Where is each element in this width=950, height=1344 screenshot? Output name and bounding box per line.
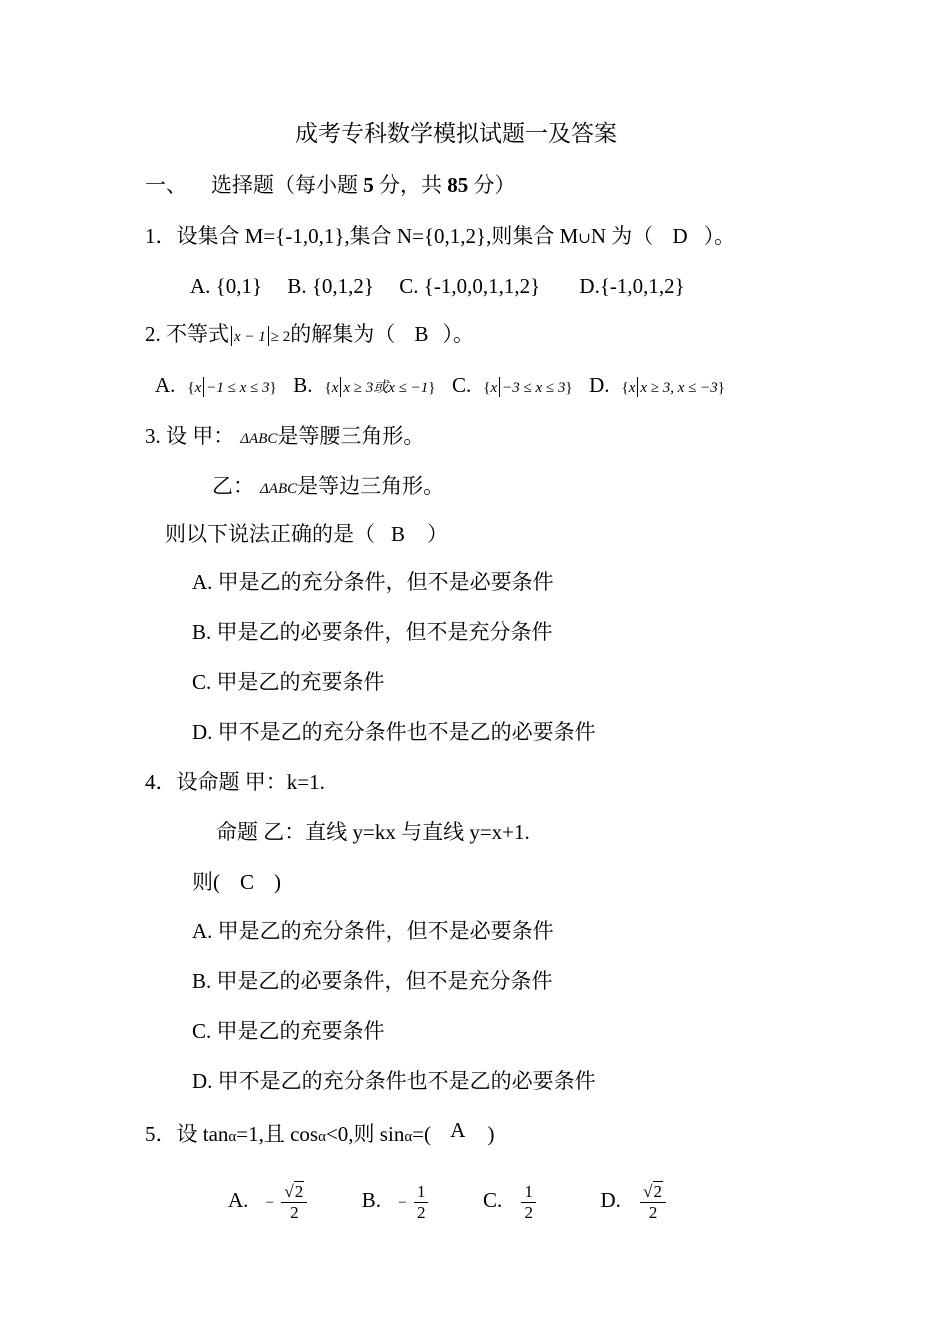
union-symbol: ∪ bbox=[578, 231, 591, 247]
q3-option-b: B. 甲是乙的必要条件，但不是充分条件 bbox=[192, 620, 553, 644]
q4-line1: 4．设命题 甲：k=1. bbox=[145, 770, 325, 794]
q4-option-d: D. 甲不是乙的充分条件也不是乙的必要条件 bbox=[192, 1069, 596, 1093]
section-label: 选择题（每小题 bbox=[211, 173, 358, 197]
q2-num: 2. 不等式 bbox=[145, 322, 229, 346]
q5-option-d-den: 2 bbox=[648, 1202, 658, 1222]
q5-option-b-num: 1 bbox=[414, 1182, 429, 1203]
q1-option-b: B. {0,1,2} bbox=[287, 274, 374, 298]
q3-line1 bbox=[145, 422, 424, 450]
section-header bbox=[145, 171, 516, 199]
q1-option-c: C. {-1,0,0,1,1,2} bbox=[399, 274, 541, 298]
radicand-a: 2 bbox=[294, 1181, 304, 1201]
q5-option-c-fraction bbox=[521, 1182, 536, 1223]
q3-option-a: A. 甲是乙的充分条件，但不是必要条件 bbox=[192, 570, 554, 594]
section-prefix: 一、 bbox=[145, 173, 187, 197]
q3-ask bbox=[165, 520, 448, 548]
title-text: 成考专科数学模拟试题一及答案 bbox=[295, 121, 617, 146]
q5-option-a-fraction bbox=[281, 1182, 307, 1223]
q4-answer: C bbox=[240, 870, 255, 894]
q4-close: ) bbox=[274, 870, 282, 894]
q2-option-a-lbrace: { bbox=[187, 380, 195, 396]
abs-bar-right bbox=[268, 326, 269, 346]
q1-option-a: A. {0,1} bbox=[190, 274, 263, 298]
q3-answer: B bbox=[391, 522, 406, 546]
q2-option-c-var: x bbox=[490, 380, 498, 396]
alpha-1: α bbox=[228, 1129, 237, 1145]
q1-close: ）。 bbox=[703, 224, 736, 248]
sqrt-sign-d: √ bbox=[643, 1181, 653, 1201]
q5-option-d-letter: D. bbox=[600, 1188, 621, 1212]
q5-option-d-numerator bbox=[640, 1182, 666, 1203]
q1-stem-b: N 为（ bbox=[590, 224, 654, 248]
sqrt-a bbox=[284, 1182, 304, 1202]
q2-option-b-var: x bbox=[331, 380, 339, 396]
q5-option-a-numerator bbox=[281, 1182, 307, 1203]
q5-option-a-letter: A. bbox=[228, 1188, 249, 1212]
q2-option-c-letter: C. bbox=[452, 373, 472, 397]
q2-option-b-cond: x ≥ 3或x ≤ −1 bbox=[343, 380, 429, 396]
q3-line1-b: 是等腰三角形。 bbox=[277, 424, 425, 448]
q3-line2-a: 乙： bbox=[212, 474, 254, 498]
q5-stem-d: =( bbox=[412, 1122, 432, 1146]
q2-option-a-letter: A. bbox=[155, 373, 176, 397]
q4-option-c: C. 甲是乙的充要条件 bbox=[192, 1019, 385, 1043]
q2-expr-left: x − 1 bbox=[234, 329, 266, 345]
q2-option-d-lbrace: { bbox=[621, 380, 629, 396]
q1-stem-a: 1．设集合 M={-1,0,1},集合 N={0,1,2},则集合 M bbox=[145, 224, 579, 248]
radicand-d: 2 bbox=[653, 1181, 662, 1201]
q3-option-d: D. 甲不是乙的充分条件也不是乙的必要条件 bbox=[192, 720, 596, 744]
page-title bbox=[295, 120, 617, 148]
q1-stem bbox=[145, 222, 735, 253]
set-bar-a bbox=[203, 377, 204, 397]
q2-option-a-rbrace: } bbox=[269, 380, 277, 396]
q5-close: ) bbox=[487, 1122, 495, 1146]
q3-line1-a: 3. 设 甲： bbox=[145, 424, 235, 448]
abs-bar-left bbox=[231, 326, 232, 346]
q2-expr-right: ≥ 2 bbox=[270, 329, 291, 345]
q3-tri2: ΔABC bbox=[260, 481, 298, 497]
q1-options bbox=[190, 272, 685, 300]
q5-answer: A bbox=[450, 1118, 466, 1142]
q5-option-c-den: 2 bbox=[524, 1202, 533, 1222]
q3-close: ） bbox=[427, 522, 449, 546]
q4-option-a: A. 甲是乙的充分条件，但不是必要条件 bbox=[192, 919, 554, 943]
q4-ask-text: 则( bbox=[192, 870, 220, 894]
q5-option-a-sign: − bbox=[265, 1195, 275, 1211]
q2-option-a-var: x bbox=[194, 380, 202, 396]
q2-option-d-var: x bbox=[628, 380, 636, 396]
set-bar-b bbox=[340, 377, 341, 397]
sqrt-sign-a: √ bbox=[284, 1181, 294, 1201]
section-mid: 分，共 bbox=[379, 173, 442, 197]
q5-option-d-fraction bbox=[640, 1182, 666, 1223]
q5-stem-c: <0,则 sin bbox=[325, 1122, 405, 1146]
q3-option-c: C. 甲是乙的充要条件 bbox=[192, 670, 385, 694]
q5-option-c-num: 1 bbox=[521, 1182, 536, 1203]
q3-line2 bbox=[212, 472, 444, 500]
q5-option-b-sign: − bbox=[398, 1195, 407, 1211]
q3-line2-b: 是等边三角形。 bbox=[297, 474, 445, 498]
section-points-each: 5 bbox=[363, 173, 374, 197]
q3-ask-text: 则以下说法正确的是（ bbox=[165, 522, 375, 546]
q4-option-b: B. 甲是乙的必要条件，但不是充分条件 bbox=[192, 969, 553, 993]
q4-line2: 命题 乙：直线 y=kx 与直线 y=x+1. bbox=[216, 820, 530, 844]
q5-option-b-den: 2 bbox=[416, 1202, 426, 1222]
q2-option-c-lbrace: { bbox=[483, 380, 491, 396]
q2-option-d-letter: D. bbox=[589, 373, 610, 397]
q2-option-d-cond: x ≥ 3, x ≤ −3 bbox=[640, 380, 718, 396]
q5-options bbox=[228, 1178, 668, 1223]
q5-stem-b: =1,且 cos bbox=[236, 1122, 319, 1146]
q4-ask bbox=[192, 868, 281, 896]
q5-stem bbox=[145, 1120, 494, 1148]
q1-option-d: D.{-1,0,1,2} bbox=[579, 274, 685, 298]
q2-option-b-letter: B. bbox=[293, 373, 313, 397]
section-suffix: 分） bbox=[473, 173, 516, 197]
q2-option-d-rbrace: } bbox=[717, 380, 725, 396]
set-bar-c bbox=[499, 377, 500, 397]
q3-tri1: ΔABC bbox=[240, 431, 278, 447]
q1-answer: D bbox=[672, 224, 688, 248]
q5-stem-a: 5．设 tan bbox=[145, 1122, 229, 1146]
q2-option-c-cond: −3 ≤ x ≤ 3 bbox=[502, 380, 566, 396]
q5-option-c-letter: C. bbox=[482, 1188, 503, 1212]
q2-close: ）。 bbox=[442, 322, 475, 346]
q5-option-a-den: 2 bbox=[290, 1202, 299, 1222]
alpha-2: α bbox=[318, 1129, 326, 1145]
q2-stem-b: 的解集为（ bbox=[290, 322, 396, 346]
alpha-3: α bbox=[404, 1129, 413, 1145]
q2-option-c-rbrace: } bbox=[565, 380, 573, 396]
sqrt-d bbox=[643, 1182, 663, 1202]
set-bar-d bbox=[637, 377, 638, 397]
q2-option-b-rbrace: } bbox=[428, 380, 436, 396]
q5-option-b-letter: B. bbox=[361, 1188, 381, 1212]
q2-options bbox=[155, 371, 725, 399]
q2-option-b-lbrace: { bbox=[324, 380, 332, 396]
section-points-total: 85 bbox=[447, 173, 469, 197]
q2-stem bbox=[145, 320, 474, 348]
q2-option-a-cond: −1 ≤ x ≤ 3 bbox=[206, 380, 270, 396]
q5-option-b-fraction bbox=[414, 1182, 429, 1223]
q2-answer: B bbox=[414, 322, 429, 346]
